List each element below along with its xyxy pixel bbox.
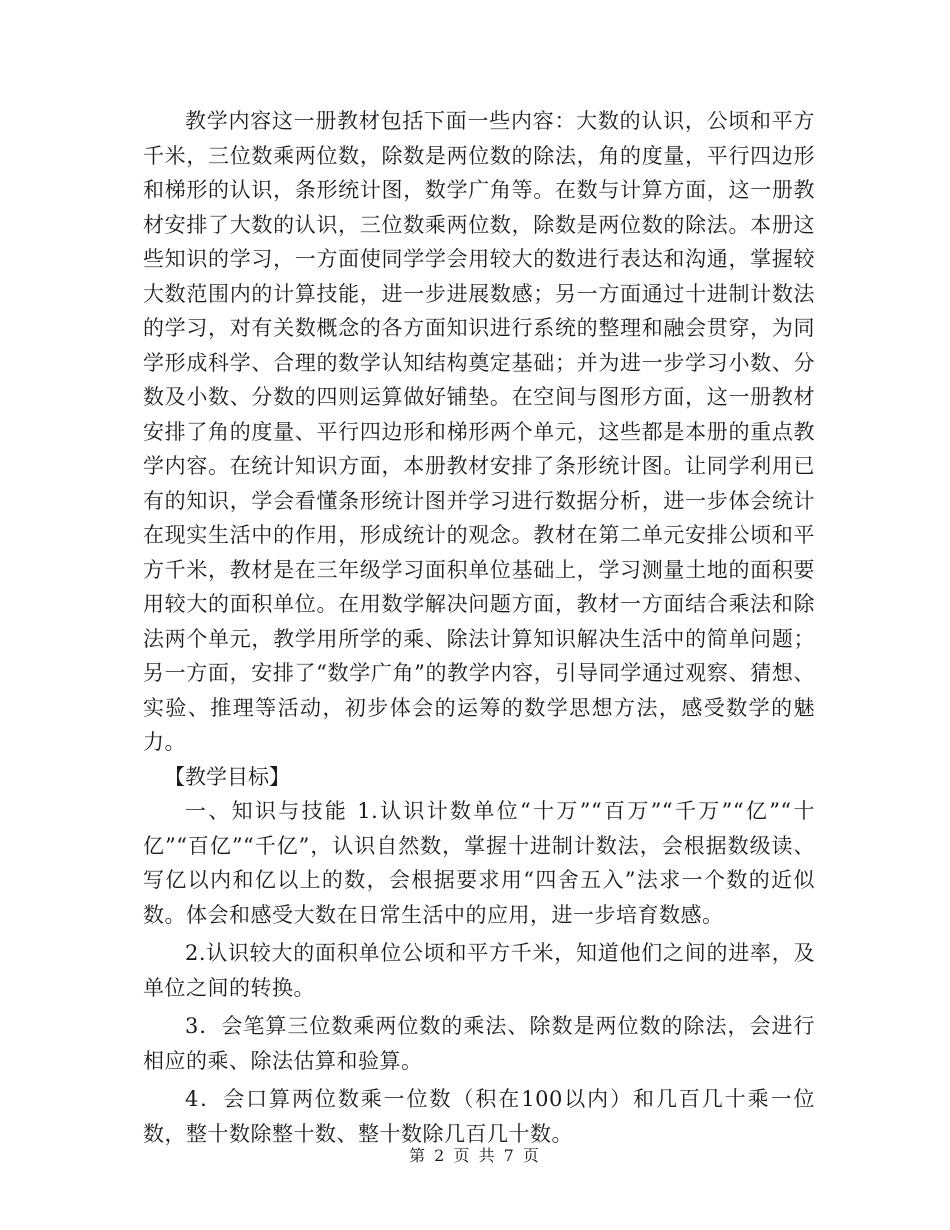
goal-paragraph-2: 2.认识较大的面积单位公顷和平方千米，知道他们之间的进率，及单位之间的转换。 <box>143 941 815 1000</box>
goal-paragraph-3: 3．会笔算三位数乘两位数的乘法、除数是两位数的除法，会进行相应的乘、除法估算和验算。 <box>143 1014 815 1073</box>
page-number-footer: 第 2 页 共 7 页 <box>409 1146 541 1165</box>
document-body <box>143 104 815 1151</box>
goal-paragraph-4: 4．会口算两位数乘一位数（积在100以内）和几百几十乘一位数，整十数除整十数、整十数除几百几十数。 <box>143 1087 815 1146</box>
teaching-goals-heading: 【教学目标】 <box>164 764 290 789</box>
goal-paragraph-1: 一、知识与技能 1.认识计数单位“十万”“百万”“千万”“亿”“十亿”“百亿”“千亿”，认识自然数，掌握十进制计数法，会根据数级读、写亿以内和亿以上的数，会根据要求用“四舍五入”法求一个数的近似数。体会和感受大数在日常生活中的应用，进一步培育数感。 <box>143 799 815 927</box>
intro-paragraph: 教学内容这一册教材包括下面一些内容：大数的认识，公顷和平方千米，三位数乘两位数，除数是两位数的除法，角的度量，平行四边形和梯形的认识，条形统计图，数学广角等。在数与计算方面，这一册教材安排了大数的认识，三位数乘两位数，除数是两位数的除法。本册这些知识的学习，一方面使同学学会用较大的数进行表达和沟通，掌握较大数范围内的计算技能，进一步进展数感；另一方面通过十进制计数法的学习，对有关数概念的各方面知识进行系统的整理和融会贯穿，为同学形成科学、合理的数学认知结构奠定基础；并为进一步学习小数、分数及小数、分数的四则运算做好铺垫。在空间与图形方面，这一册教材安排了角的度量、平行四边形和梯形两个单元，这些都是本册的重点教学内容。在统计知识方面，本册教材安排了条形统计图。让同学利用已有的知识，学会看懂条形统计图并学习进行数据分析，进一步体会统计在现实生活中的作用，形成统计的观念。教材在第二单元安排公顷和平方千米，教材是在三年级学习面积单位基础上，学习测量土地的面积要用较大的面积单位。在用数学解决问题方面，教材一方面结合乘法和除法两个单元，教学用所学的乘、除法计算知识解决生活中的简单问题；另一方面，安排了“数学广角”的教学内容，引导同学通过观察、猜想、实验、推理等活动，初步体会的运筹的数学思想方法，感受数学的魅力。 <box>143 109 815 754</box>
